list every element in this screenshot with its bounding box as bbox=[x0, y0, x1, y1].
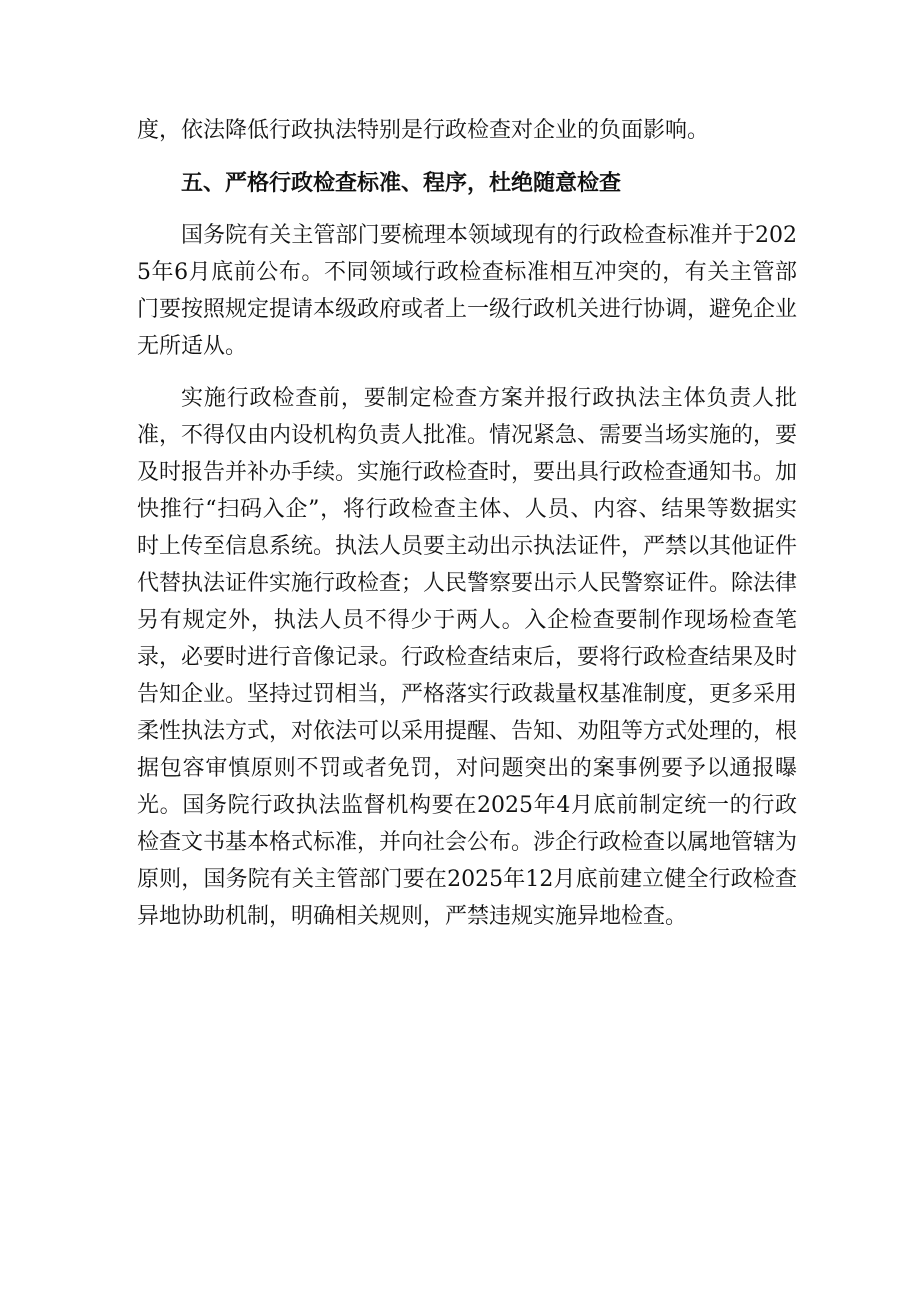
paragraph-continuation: 度，依法降低行政执法特别是行政检查对企业的负面影响。 bbox=[137, 118, 710, 143]
paragraph-procedures: 实施行政检查前，要制定检查方案并报行政执法主体负责人批准，不得仅由内设机构负责人批准。情况紧急、需要当场实施的，要及时报告并补办手续。实施行政检查时，要出具行政检查通知书。加快推行“扫码入企”，将行政检查主体、人员、内容、结果等数据实时上传至信息系统。执法人员要主动出示执法证件，严禁以其他证件代替执法证件实施行政检查；人民警察要出示人民警察证件。除法律另有规定外，执法人员不得少于两人。入企检查要制作现场检查笔录，必要时进行音像记录。行政检查结束后，要将行政检查结果及时告知企业。坚持过罚相当，严格落实行政裁量权基准制度，更多采用柔性执法方式，对依法可以采用提醒、告知、劝阻等方式处理的，根据包容审慎原则不罚或者免罚，对问题突出的案事例要予以通报曝光。国务院行政执法监督机构要在2025年4月底前制定统一的行政检查文书基本格式标准，并向社会公布。涉企行政检查以属地管辖为原则，国务院有关主管部门要在2025年12月底前建立健全行政检查异地协助机制，明确相关规则，严禁违规实施异地检查。 bbox=[137, 386, 798, 929]
document-body bbox=[137, 112, 797, 935]
section-heading: 五、严格行政检查标准、程序，杜绝随意检查 bbox=[181, 171, 622, 196]
paragraph-standards: 国务院有关主管部门要梳理本领域现有的行政检查标准并于2025年6月底前公布。不同领域行政检查标准相互冲突的，有关主管部门要按照规定提请本级政府或者上一级行政机关进行协调，避免企业无所适从。 bbox=[137, 223, 798, 359]
